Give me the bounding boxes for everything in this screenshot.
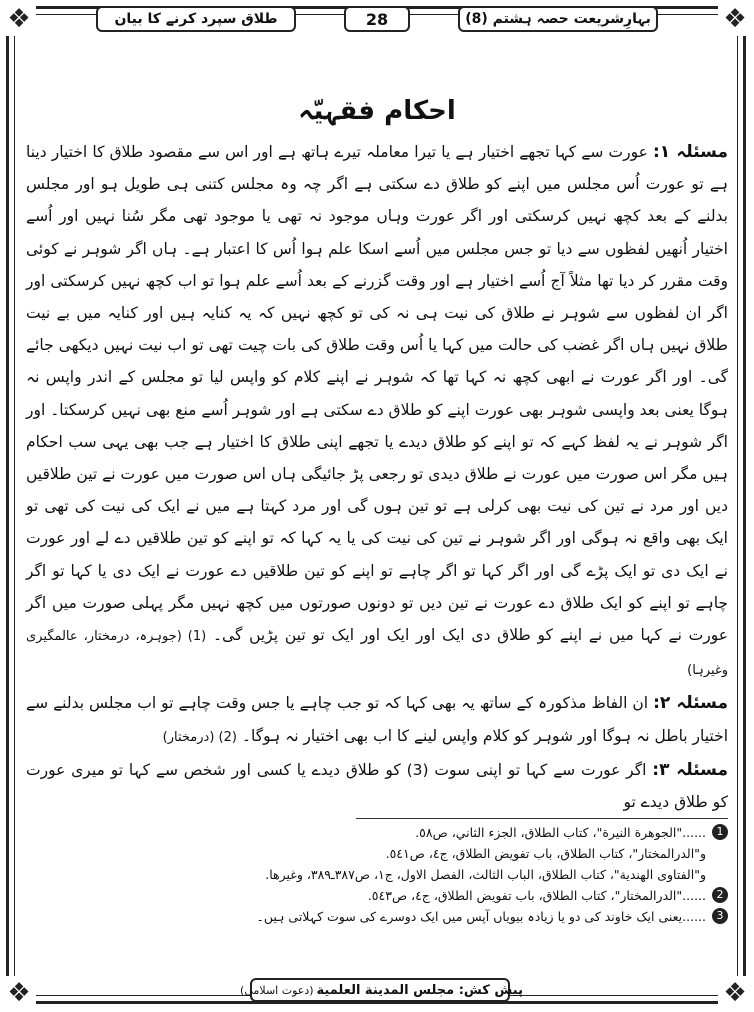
- masala-reference: (2) (درمختار): [162, 729, 237, 745]
- footnote-text: ......"الجوهرة النيرة"، كتاب الطلاق، الجزء الثاني، ص٥٨.: [415, 825, 706, 840]
- footnotes: [26, 822, 728, 927]
- footnote-number: 1: [712, 824, 728, 840]
- section-heading: احکام فقہیّہ: [298, 96, 456, 126]
- masala-label: مسئلہ ۳:: [652, 759, 728, 780]
- footnote: [26, 843, 728, 864]
- masala-label: مسئلہ ۱:: [652, 142, 728, 162]
- corner-ornament-icon: ❖: [718, 2, 752, 36]
- footer-prefix: پیش کش:: [458, 982, 523, 998]
- footnote-text: ......یعنی ایک خاوند کی دو یا زیادہ بیویاں آپس میں ایک دوسرے کی سوت کہلاتی ہیں۔: [256, 909, 706, 924]
- page-number: 28: [344, 6, 410, 32]
- footnote-number: 3: [712, 908, 728, 924]
- footnote: [26, 906, 728, 927]
- body-text: [26, 136, 728, 818]
- masala-text: عورت سے کہا تجھے اختیار ہے یا تیرا معاملہ تیرے ہاتھ ہے اور اس سے مقصود طلاق کا اختیار دینا ہے تو عورت اُس مجلس میں اپنے کو طلاق دے سکتی ہے اگر چہ وہ مجلس کتنی ہی طویل ہو اور مجلس بدلنے کے بعد کچھ نہیں کرسکتی اور اگر عورت وہاں موجود نہ تھی یا موجود تھی مگر سُنا نہیں اور اُسے اختیار اُنھیں لفظوں سے دیا تو جس مجلس میں اُسے اسکا علم ہوا اُس کا اعتبار ہے۔ ہاں اگر شوہر نے کوئی وقت مقرر کر دیا تھا مثلاً آج اُسے اختیار ہے اور وقت گزرنے کے بعد اُسے علم ہوا تو اب کچھ نہیں کرسکتی اور اگر ان لفظوں سے شوہر نے طلاق کی نیت ہی نہ کی تو کچھ نہیں کہ یہ کنایہ ہیں اور کنایہ میں بے نیت طلاق نہیں ہاں اگر غضب کی حالت میں کہا یا اُس وقت طلاق کی بات چیت تھی تو اب نیت نہیں دیکھی جائے گی۔ اور اگر عورت نے ابھی کچھ نہ کہا تھا کہ شوہر نے اپنے کلام کو واپس لیا تو مجلس کے اندر واپس نہ ہوگا یعنی بعد واپسی شوہر بھی عورت اپنے کو طلاق دے سکتی ہے اور شوہر اُسے منع بھی نہیں کرسکتا۔ اور اگر شوہر نے یہ لفظ کہے کہ تو اپنے کو طلاق دیدے یا تجھے اپنی طلاق کا اختیار ہے جب بھی یہی سب احکام ہیں مگر اس صورت میں عورت نے طلاق دیدی تو رجعی پڑ جائیگی ہاں اس صورت میں عورت نے تین طلاقیں دیں اور مرد نے تین کی نیت بھی کرلی ہے تو تین ہوں گی اور مرد کہتا ہے میں نے ایک کی نیت کی تھی تو ایک بھی واقع نہ ہوگی اور اگر شوہر نے تین کی نیت کی یا یہ کہا کہ تو اپنے کو تین طلاقیں دے لے اور عورت نے ایک دی تو ایک پڑے گی اور اگر کہا تو اگر چاہے تو اپنے کو تین طلاقیں دے عورت نے ایک دی یا کہا تو اگر چاہے تو اپنے کو ایک طلاق دے عورت نے تین دیں تو دونوں صورتوں میں کچھ نہیں مگر پہلی صورت میں اگر عورت نے کہا میں نے اپنے کو طلاق دی ایک اور ایک اور ایک تو تین پڑیں گی۔: [26, 143, 728, 645]
- page-footer: [240, 978, 523, 1002]
- footnote: [26, 864, 728, 885]
- footnote-text: ......"الدرالمختار"، كتاب الطلاق، باب تفويض الطلاق، ج٤، ص٥٤٣.: [367, 888, 706, 903]
- page-header: [96, 4, 658, 36]
- chapter-title: طلاق سپرد کرنے کا بیان: [96, 6, 296, 32]
- footnote: [26, 885, 728, 906]
- masala-label: مسئلہ ۲:: [653, 693, 728, 714]
- footnote-text: و"الفتاوى الهندية"، كتاب الطلاق، الباب الثالث، الفصل الاول، ج١، ص٣٨٧ـ٣٨٩، وغيرها.: [265, 867, 706, 882]
- masala-reference: (1) (جوہرہ، درمختار، عالمگیری وغیرہا): [26, 629, 728, 679]
- masala-paragraph: [26, 136, 728, 687]
- corner-ornament-icon: ❖: [2, 2, 36, 36]
- footnote-text: و"الدرالمختار"، كتاب الطلاق، باب تفويض الطلاق، ج٤، ص٥٤١.: [385, 846, 706, 861]
- corner-ornament-icon: ❖: [2, 976, 36, 1010]
- book-title: بہارِشریعت حصہ ہشتم (8): [458, 6, 658, 32]
- masala-paragraph: [26, 754, 728, 818]
- footer-publisher: مجلس المدينة العلمية: [316, 982, 455, 998]
- footnote-divider: [356, 818, 728, 819]
- masala-text: اگر عورت سے کہا تو اپنی سوت (3) کو طلاق دیدے یا کسی اور شخص سے کہا تو میری عورت کو طلاق دیدے تو: [26, 760, 728, 812]
- footnote-number: 2: [712, 887, 728, 903]
- footer-suffix: (دعوت اسلامی): [240, 983, 314, 997]
- masala-paragraph: [26, 687, 728, 753]
- corner-ornament-icon: ❖: [718, 976, 752, 1010]
- footnote: [26, 822, 728, 843]
- masala-text: ان الفاظ مذکورہ کے ساتھ یہ بھی کہا کہ تو جب چاہے یا جس وقت چاہے تو اب مجلس بدلنے سے اختیار باطل نہ ہوگا اور شوہر کو کلام واپس لینے کا اب بھی اختیار نہ ہوگا۔: [26, 694, 728, 745]
